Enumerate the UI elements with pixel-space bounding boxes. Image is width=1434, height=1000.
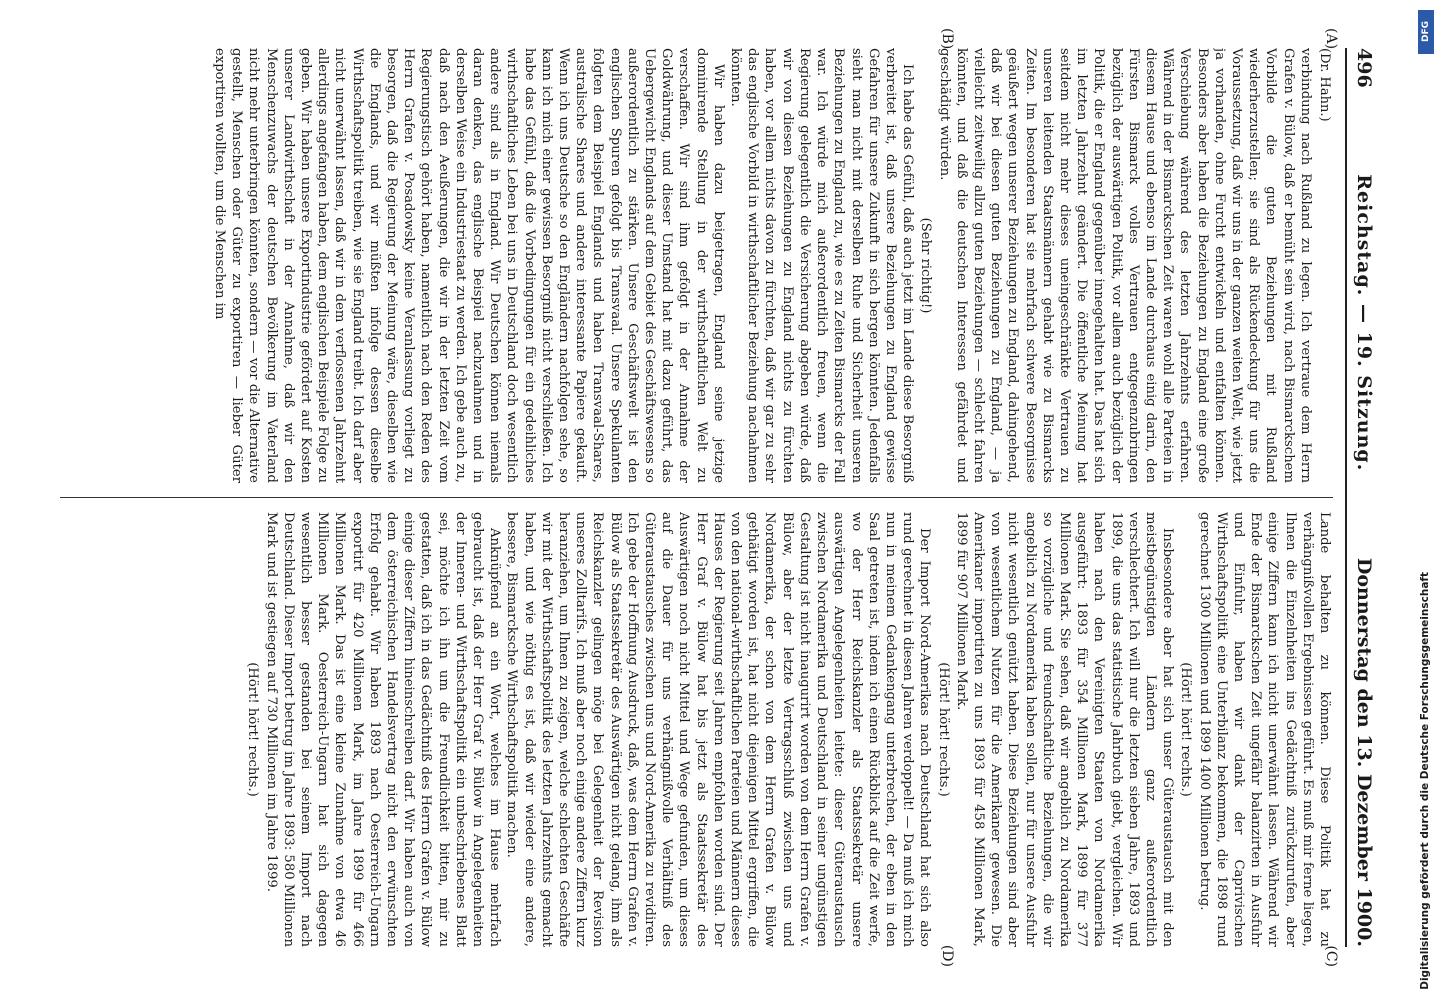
page-title: Reichstag. — 19. Sitzung.: [1353, 174, 1375, 472]
interjection: (Hört! hört! rechts.): [935, 662, 951, 797]
column-left: [60, 48, 1333, 483]
paragraph: Der Import Nord-Amerikas nach Deutschland hat sich also rund gerechnet in diesen Jahren verdoppelt! — Da muß ich mich nun in meinem Gedankengang unterbrechen, der eben in den Saal getreten ist, indem ich einen Rückblick auf die Zeit werfe, wo der Herr Reichskanzler als Staatssekretär unsere auswärtigen Angelegenheiten leitete: dieser Güteraustausch zwischen Nordamerika und Deutschland in seiner ungünstigen Gestaltung ist nicht inaugurirt worden von dem Herrn Grafen v. Bülow, aber der letzte Vertragsschluß zwischen uns und Nordamerika, der schon von dem Herrn Grafen v. Bülow gethätigt worden ist, hat nicht diejenigen Mittel ergriffen, die von den national-wirthschaftlichen Parteien und Männern dieses Hauses der Regierung seit Jahren empfohlen worden sind. Der Herr Graf v. Bülow hat bis jetzt als Staatssekretär des Auswärtigen noch nicht Mittel und Wege gefunden, um dieses auf die Dauer für uns verhängnißvolle Verhältniß des Güteraustausches zwischen uns und Nord-Amerika zu revidiren. Ich gebe der Hoffnung Ausdruck, daß, was dem Herrn Grafen v. Bülow als Staatssekretär des Auswärtigen nicht gelang, ihm als Reichskanzler gelingen möge bei Gelegenheit der Revision unseres Zolltarifs. Ich muß aber noch einige andere Ziffern kurz heranziehen, um Ihnen zu zeigen, welche schlechten Geschäfte wir mit der Wirthschaftspolitik des letzten Jahrzehnts gemacht haben, und wie nöthig es ist, daß wir wieder eine andere, bessere, Bismarcksche Wirthschaftspolitik machen.: [504, 512, 933, 947]
margin-marker-d: (D): [939, 944, 955, 967]
column-right: [60, 512, 1333, 947]
interjection: (Sehr richtig!): [918, 217, 934, 314]
paragraph: Ich habe das Gefühl, daß auch jetzt im Lande diese Besorgniß verbreitet ist, daß unsere Beziehungen zu England gewisse Gefahren für unsere Zukunft in sich bergen könnten. Jedenfalls sieht man nicht mit derselben Ruhe und Sicherheit unseren Beziehungen zu England zu, wie es zu Zeiten Bismarcks der Fall war. Ich würde mich außerordentlich freuen, wenn die Regierung gelegentlich die Versicherung abgeben würde, daß wir von diesen Beziehungen zu England nichts zu fürchten haben, vor allem nichts davon zu fürchten, daß wir gar zu sehr das englische Vorbild in wirthschaftlicher Beziehung nachahmen könnten.: [728, 48, 916, 483]
page-header: [1345, 48, 1375, 947]
page-number: 496: [1353, 48, 1375, 88]
paragraph: Wir haben dazu beigetragen, England seine jetzige dominirende Stellung in der wirthschaftlichen Welt zu verschaffen. Wir sind ihm gefolgt in der Annahme der Goldwährung, und dieser Umstand hat mit dazu geführt, das Uebergewicht Englands auf dem Gebiet des Geschäftswesens so außerordentlich zu stärken. Unsere Geschäftswelt ist den englischen Spuren gefolgt bis Transvaal. Unsere Spekulanten folgten dem Beispiel Englands und haben Transvaal-Shares, australische Shares und andere interessante Papiere gekauft. Wenn ich uns Deutsche so den Engländern nachfolgen sehe, so kann ich mich einer gewissen Besorgniß nicht verschließen. Ich habe das Gefühl, daß die Vorbedingungen für ein gedeihliches wirthschaftliches Leben bei uns in Deutschland doch wesentlich andere sind als in England. Wir Deutschen können niemals daran denken, das englische Beispiel nachzuahmen und in derselben Weise ein Industriestaat zu werden. Ich gebe auch zu, daß nach den Aeußerungen, die wir in der letzten Zeit vom Regierungstisch gehört haben, namentlich nach den Reden des Herrn Grafen v. Posadowsky keine Veranlassung vorliegt zu besorgen, daß die Regierung der Meinung wäre, dieselben wie die Englands, und wir müßten infolge dessen dieselbe Wirthschaftspolitik treiben, wie sie England treibt. Ich darf aber nicht unerwähnt lassen, daß wir in dem verflossenen Jahrzehnt allerdings angefangen haben, dem englischen Beispiele Folge zu geben. Wir haben unsere Exportindustrie gefördert auf Kosten unserer Landwirthschaft in der Annahme, daß wir den Menschenzuwachs der deutschen Bevölkerung im Vaterland nicht mehr unterbringen könnten, sondern — vor die Alternative gestellt, Menschen oder Güter zu exportiren — lieber Güter exportiren wollten, um die Menschen im: [212, 48, 726, 483]
margin-marker-b: (B): [939, 28, 955, 50]
interjection: (Hört! hört! rechts.): [1178, 662, 1194, 797]
column-divider: [60, 497, 1333, 498]
document-page: [50, 30, 1385, 965]
page-date: Donnerstag den 13. Dezember 1900.: [1353, 557, 1375, 947]
margin-marker-a: (A): [1323, 28, 1339, 50]
dfg-logo: DFG: [1418, 10, 1434, 54]
paragraph: Anknüpfend an ein Wort, welches im Hause mehrfach gebraucht ist, daß der Herr Graf v. Bülow in Angelegenheiten der Inneren- und Wirthschaftspolitik ein unbeschriebenes Blatt sei, möchte ich ihn um die Freundlichkeit bitten, mir zu gestatten, daß ich in das Gedächtniß des Herrn Grafen v. Bülow einige dieser Ziffern hineinschreiben darf. Wir haben auch von dem österreichischen Handelsvertrag nicht den erwünschten Erfolg gehabt. Wir haben 1893 nach Oesterreich-Ungarn exportirt für 420 Millionen Mark, im Jahre 1899 für 466 Millionen Mark. Das ist eine kleine Zunahme von etwa 46 Millionen Mark. Oesterreich-Ungarn hat sich dagegen wesentlich besser gestanden bei seinem Import nach Deutschland. Dieser Import betrug im Jahre 1893: 580 Millionen Mark und ist gestiegen auf 730 Millionen im Jahre 1899.: [263, 512, 503, 947]
text-columns: [60, 48, 1333, 947]
speaker-label: (Dr. Hahn.): [1317, 48, 1332, 122]
paragraph: Lande behalten zu können. Diese Politik hat zu verhängnißvollen Ergebnissen geführt. Es muß mir ferne liegen, Ihnen die Einzelnheiten ins Gedächtniß zurückzurufen, aber einige Ziffern kann ich nicht unerwähnt lassen. Während wir Ende der Bismarckschen Zeit ungefähr balanzirten in Ausfuhr und Einfuhr, haben wir dank der Caprivischen Wirthschaftspolitik eine Unterbilanz bekommen, die 1898 rund gerechnet 1300 Millionen und 1899 1400 Millionen betrug.: [1196, 512, 1332, 947]
paragraph: Insbesondere aber hat sich unser Güteraustausch mit den meistbegünstigten Ländern ganz außerordentlich verschlechtert. Ich will nur die letzten sieben Jahre, 1893 und 1899, die uns das statistische Jahrbuch giebt, vergleichen. Wir haben nach den Vereinigten Staaten von Nordamerika ausgeführt: 1893 für 354 Millionen Mark, 1899 für 377 Millionen Mark. Sie sehen, daß wir angeblich zu Nordamerika so vorzügliche und freundschaftliche Beziehungen, die wir angeblich zu Nordamerika haben sollen, nur für unsere Ausfuhr nicht wesentlich genützt haben. Diese Beziehungen sind aber von wesentlichem Nutzen für die Amerikaner gewesen. Die Amerikaner importirten zu uns 1893 für 458 Millionen Mark, 1899 für 907 Millionen Mark.: [953, 512, 1176, 947]
interjection: (Hört! hört! rechts.): [245, 662, 261, 797]
margin-marker-c: (C): [1323, 945, 1339, 967]
digitization-note: Digitalisierung gefördert durch die Deutsche Forschungsgemeinschaft: [1419, 572, 1431, 990]
paragraph: verbindung nach Rußland zu legen. Ich vertraue dem Herrn Grafen v. Bülow, daß er bemüht sein wird, nach Bismarckschem Vorbilde die guten Beziehungen mit Rußland wiederherzustellen; sie sind als Rückendeckung für uns die Voraussetzung, daß wir uns in der ganzen weiten Welt, wie jetzt ja vorhanden, ohne Furcht entwickeln und entfalten können. Besonders aber haben die Beziehungen zu England eine große Verschiebung während des letzten Jahrzehnts erfahren. Während in der Bismarckschen Zeit waren wohl alle Parteien in diesem Hause und ebenso im Lande durchaus einig darin, den Fürsten Bismarck volles Vertrauen entgegenzubringen bezüglich der auswärtigen Politik, vor allem auch bezüglich der Politik, die er England gegenüber innegehalten hat. Das hat sich im letzten Jahrzehnt geändert. Die öffentliche Meinung hat seitdem nicht mehr dieses uneingeschränkte Vertrauen zu unseren leitenden Staatsmännern gehabt wie zu Bismarcks Zeiten. Im besonderen hat sie mehrfach schwere Besorgnisse geäußert wegen unserer Beziehungen zu England, dahingehend, daß wir bei diesen guten Beziehungen zu England, — ja vielleicht zeitweilig allzu guten Beziehungen — schlecht fahren könnten, und daß die deutschen Interessen gefährdet und geschädigt würden.: [936, 48, 1313, 483]
